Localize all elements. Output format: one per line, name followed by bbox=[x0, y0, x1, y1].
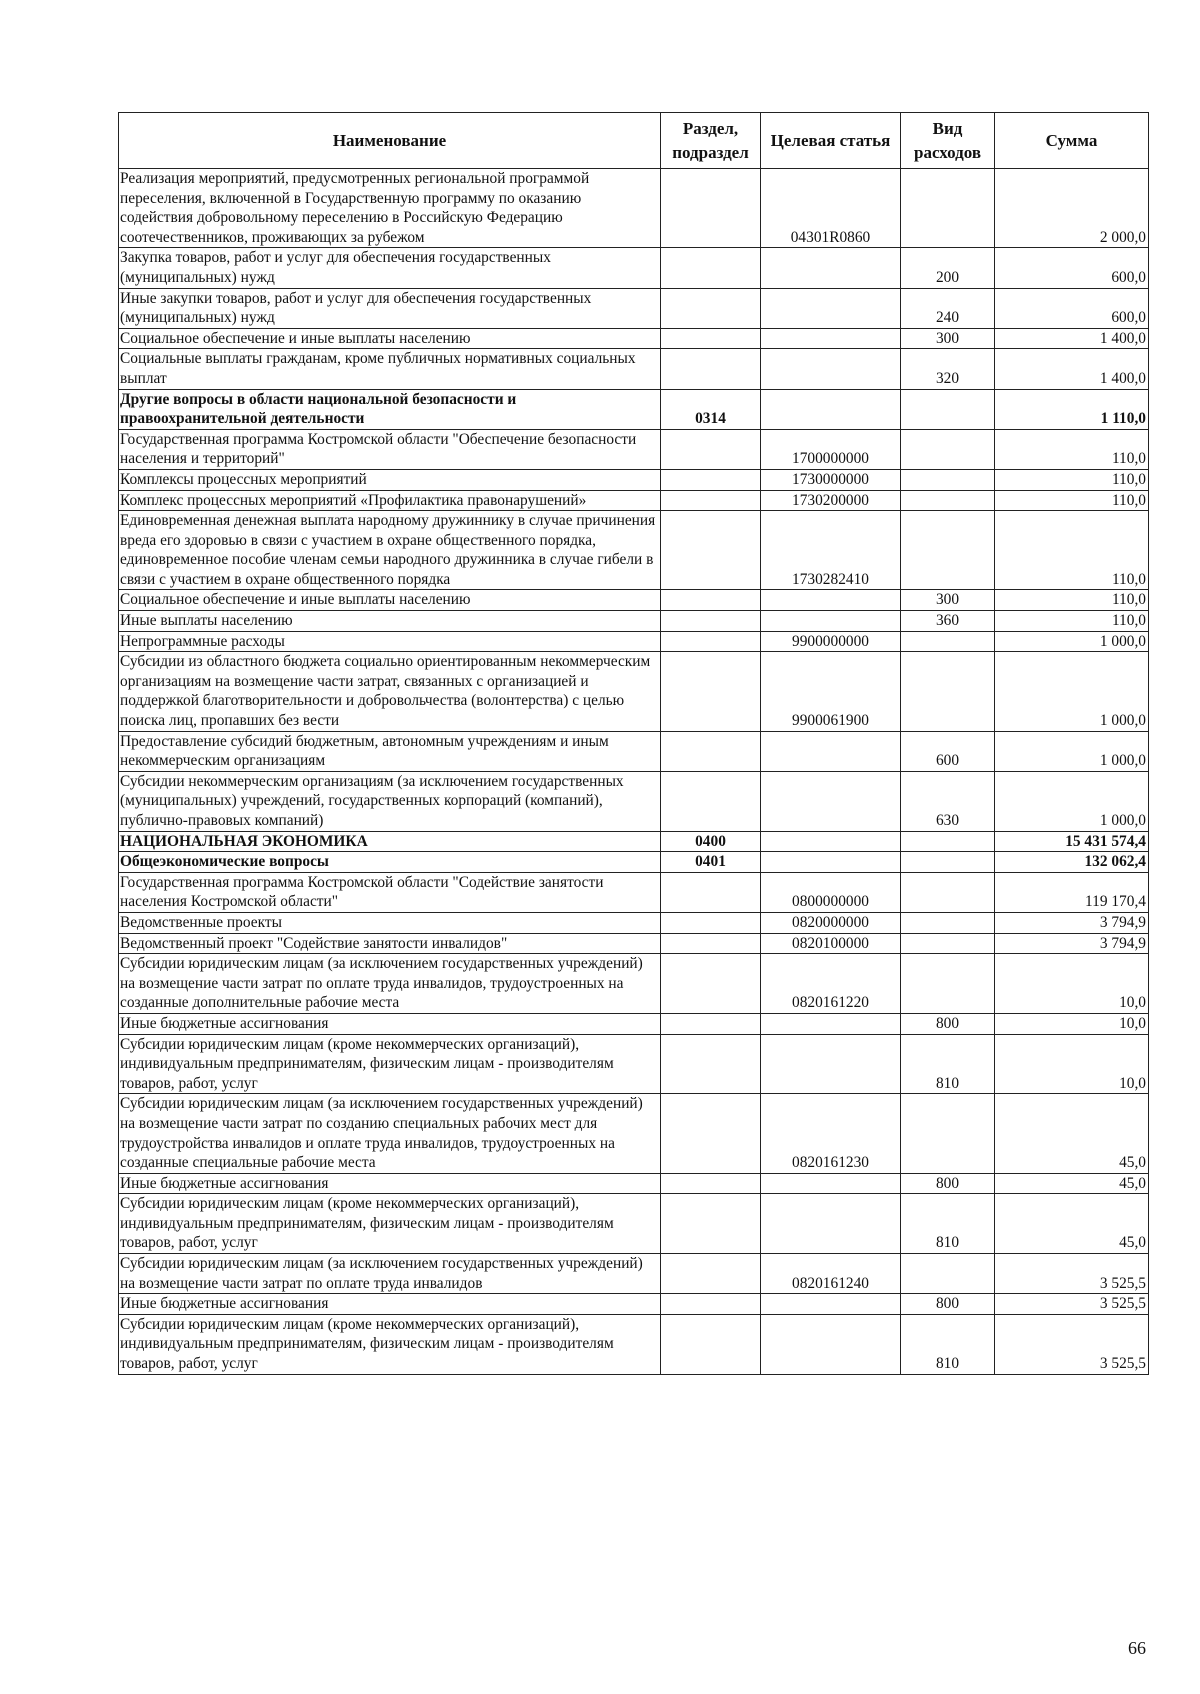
row-name: Ведомственные проекты bbox=[119, 912, 661, 933]
row-name: Субсидии из областного бюджета социально ориентированным некоммерческим организациям на возмещение части затрат, связанных с организацией и поддержкой благотворительности и добровольчества (волонтерства) с целью поиска лиц, пропавших без вести bbox=[119, 652, 661, 731]
row-expense-type: 800 bbox=[901, 1294, 995, 1315]
row-section bbox=[661, 1194, 761, 1254]
row-expense-type: 600 bbox=[901, 731, 995, 771]
budget-table-sheet bbox=[118, 112, 1148, 1375]
row-section bbox=[661, 169, 761, 248]
row-name: Реализация мероприятий, предусмотренных региональной программой переселения, включенной в Государственную программу по оказанию содействия добровольному переселению в Российскую Федерацию соотечественников, проживающих за рубежом bbox=[119, 169, 661, 248]
budget-table bbox=[118, 112, 1149, 1375]
row-sum: 2 000,0 bbox=[995, 169, 1149, 248]
row-section bbox=[661, 349, 761, 389]
row-expense-type: 300 bbox=[901, 590, 995, 611]
row-expense-type: 240 bbox=[901, 288, 995, 328]
row-target bbox=[761, 611, 901, 632]
row-expense-type: 810 bbox=[901, 1194, 995, 1254]
table-row bbox=[119, 1034, 1149, 1094]
row-sum: 1 000,0 bbox=[995, 631, 1149, 652]
row-expense-type bbox=[901, 389, 995, 429]
row-name: Субсидии юридическим лицам (за исключением государственных учреждений) на возмещение части затрат по оплате труда инвалидов bbox=[119, 1254, 661, 1294]
row-sum: 10,0 bbox=[995, 1013, 1149, 1034]
row-sum: 3 525,5 bbox=[995, 1294, 1149, 1315]
row-target bbox=[761, 1013, 901, 1034]
header-sum: Сумма bbox=[995, 113, 1149, 169]
row-section bbox=[661, 631, 761, 652]
row-target bbox=[761, 288, 901, 328]
row-sum: 1 000,0 bbox=[995, 771, 1149, 831]
table-row bbox=[119, 631, 1149, 652]
row-section: 0401 bbox=[661, 852, 761, 873]
row-section bbox=[661, 328, 761, 349]
row-target bbox=[761, 590, 901, 611]
row-expense-type: 810 bbox=[901, 1314, 995, 1374]
row-name: Субсидии юридическим лицам (за исключением государственных учреждений) на возмещение части затрат по оплате труда инвалидов, трудоустроенных на созданные дополнительные рабочие места bbox=[119, 954, 661, 1014]
table-row bbox=[119, 652, 1149, 731]
row-section bbox=[661, 652, 761, 731]
row-expense-type bbox=[901, 852, 995, 873]
row-name: Субсидии юридическим лицам (за исключением государственных учреждений) на возмещение части затрат по созданию специальных рабочих мест для трудоустройства инвалидов и оплате труда инвалидов, трудоустроенных на созданные специальные рабочие места bbox=[119, 1094, 661, 1173]
row-target bbox=[761, 349, 901, 389]
table-row bbox=[119, 490, 1149, 511]
row-section bbox=[661, 511, 761, 590]
row-section bbox=[661, 1314, 761, 1374]
table-row bbox=[119, 831, 1149, 852]
row-target bbox=[761, 1194, 901, 1254]
table-row bbox=[119, 248, 1149, 288]
row-sum: 3 525,5 bbox=[995, 1254, 1149, 1294]
row-sum: 1 400,0 bbox=[995, 328, 1149, 349]
row-target bbox=[761, 248, 901, 288]
row-section bbox=[661, 1294, 761, 1315]
row-section bbox=[661, 469, 761, 490]
table-row bbox=[119, 954, 1149, 1014]
table-row bbox=[119, 912, 1149, 933]
row-expense-type bbox=[901, 490, 995, 511]
row-sum: 110,0 bbox=[995, 429, 1149, 469]
header-expense-type: Вид расходов bbox=[901, 113, 995, 169]
row-expense-type bbox=[901, 469, 995, 490]
row-section bbox=[661, 933, 761, 954]
table-row bbox=[119, 288, 1149, 328]
table-row bbox=[119, 1094, 1149, 1173]
row-sum: 45,0 bbox=[995, 1094, 1149, 1173]
header-section: Раздел, подраздел bbox=[661, 113, 761, 169]
row-target bbox=[761, 389, 901, 429]
row-expense-type bbox=[901, 954, 995, 1014]
table-row bbox=[119, 872, 1149, 912]
row-name: Единовременная денежная выплата народному дружиннику в случае причинения вреда его здоровью в связи с участием в охране общественного порядка, единовременное пособие членам семьи народного дружинника в случае гибели в связи с участием в охране общественного порядка bbox=[119, 511, 661, 590]
row-sum: 600,0 bbox=[995, 248, 1149, 288]
header-name: Наименование bbox=[119, 113, 661, 169]
row-target: 1730282410 bbox=[761, 511, 901, 590]
row-expense-type bbox=[901, 1094, 995, 1173]
row-expense-type bbox=[901, 652, 995, 731]
row-target bbox=[761, 1294, 901, 1315]
table-row bbox=[119, 852, 1149, 873]
row-target: 0820000000 bbox=[761, 912, 901, 933]
row-section bbox=[661, 248, 761, 288]
row-section: 0400 bbox=[661, 831, 761, 852]
row-section: 0314 bbox=[661, 389, 761, 429]
row-target: 1730200000 bbox=[761, 490, 901, 511]
row-sum: 1 000,0 bbox=[995, 652, 1149, 731]
row-section bbox=[661, 1254, 761, 1294]
row-name: Социальное обеспечение и иные выплаты населению bbox=[119, 328, 661, 349]
row-target bbox=[761, 852, 901, 873]
row-expense-type bbox=[901, 631, 995, 652]
row-name: Иные бюджетные ассигнования bbox=[119, 1294, 661, 1315]
table-row bbox=[119, 389, 1149, 429]
row-expense-type bbox=[901, 429, 995, 469]
row-target: 9900061900 bbox=[761, 652, 901, 731]
row-sum: 10,0 bbox=[995, 954, 1149, 1014]
row-sum: 110,0 bbox=[995, 511, 1149, 590]
row-sum: 45,0 bbox=[995, 1194, 1149, 1254]
row-target bbox=[761, 831, 901, 852]
row-section bbox=[661, 1013, 761, 1034]
row-sum: 110,0 bbox=[995, 469, 1149, 490]
table-row bbox=[119, 1294, 1149, 1315]
row-target bbox=[761, 1314, 901, 1374]
row-target: 0820100000 bbox=[761, 933, 901, 954]
row-target: 9900000000 bbox=[761, 631, 901, 652]
row-section bbox=[661, 771, 761, 831]
row-name: Непрограммные расходы bbox=[119, 631, 661, 652]
table-row bbox=[119, 511, 1149, 590]
row-section bbox=[661, 872, 761, 912]
row-name: Субсидии некоммерческим организациям (за исключением государственных (муниципальных) учреждений, государственных корпораций (компаний), публично-правовых компаний) bbox=[119, 771, 661, 831]
table-row bbox=[119, 771, 1149, 831]
row-sum: 1 400,0 bbox=[995, 349, 1149, 389]
row-name: Закупка товаров, работ и услуг для обеспечения государственных (муниципальных) нужд bbox=[119, 248, 661, 288]
row-sum: 45,0 bbox=[995, 1173, 1149, 1194]
table-row bbox=[119, 1013, 1149, 1034]
row-sum: 3 794,9 bbox=[995, 933, 1149, 954]
table-row bbox=[119, 1254, 1149, 1294]
row-section bbox=[661, 1173, 761, 1194]
table-row bbox=[119, 328, 1149, 349]
row-sum: 132 062,4 bbox=[995, 852, 1149, 873]
row-sum: 110,0 bbox=[995, 611, 1149, 632]
row-target: 04301R0860 bbox=[761, 169, 901, 248]
row-expense-type: 630 bbox=[901, 771, 995, 831]
row-name: Комплекс процессных мероприятий «Профилактика правонарушений» bbox=[119, 490, 661, 511]
row-expense-type bbox=[901, 872, 995, 912]
row-name: Предоставление субсидий бюджетным, автономным учреждениям и иным некоммерческим организациям bbox=[119, 731, 661, 771]
row-sum: 119 170,4 bbox=[995, 872, 1149, 912]
row-sum: 1 000,0 bbox=[995, 731, 1149, 771]
table-row bbox=[119, 429, 1149, 469]
row-sum: 1 110,0 bbox=[995, 389, 1149, 429]
row-section bbox=[661, 912, 761, 933]
row-sum: 110,0 bbox=[995, 490, 1149, 511]
row-sum: 110,0 bbox=[995, 590, 1149, 611]
row-name: Иные выплаты населению bbox=[119, 611, 661, 632]
row-name: Субсидии юридическим лицам (кроме некоммерческих организаций), индивидуальным предпринимателям, физическим лицам - производителям товаров, работ, услуг bbox=[119, 1314, 661, 1374]
row-section bbox=[661, 1034, 761, 1094]
row-section bbox=[661, 429, 761, 469]
table-row bbox=[119, 169, 1149, 248]
row-name: Государственная программа Костромской области "Обеспечение безопасности населения и территорий" bbox=[119, 429, 661, 469]
row-name: Ведомственный проект "Содействие занятости инвалидов" bbox=[119, 933, 661, 954]
table-body bbox=[119, 169, 1149, 1375]
row-sum: 10,0 bbox=[995, 1034, 1149, 1094]
row-sum: 600,0 bbox=[995, 288, 1149, 328]
row-expense-type: 800 bbox=[901, 1013, 995, 1034]
row-name: Социальное обеспечение и иные выплаты населению bbox=[119, 590, 661, 611]
row-section bbox=[661, 731, 761, 771]
row-target: 0800000000 bbox=[761, 872, 901, 912]
page-number: 66 bbox=[1128, 1638, 1146, 1658]
table-row bbox=[119, 1194, 1149, 1254]
row-name: Субсидии юридическим лицам (кроме некоммерческих организаций), индивидуальным предпринимателям, физическим лицам - производителям товаров, работ, услуг bbox=[119, 1034, 661, 1094]
row-expense-type bbox=[901, 1254, 995, 1294]
row-section bbox=[661, 490, 761, 511]
row-target bbox=[761, 1173, 901, 1194]
row-target: 1700000000 bbox=[761, 429, 901, 469]
row-target bbox=[761, 731, 901, 771]
row-target bbox=[761, 328, 901, 349]
row-expense-type: 320 bbox=[901, 349, 995, 389]
row-name: Другие вопросы в области национальной безопасности и правоохранительной деятельности bbox=[119, 389, 661, 429]
table-row bbox=[119, 1173, 1149, 1194]
table-row bbox=[119, 590, 1149, 611]
row-section bbox=[661, 288, 761, 328]
row-expense-type bbox=[901, 933, 995, 954]
table-row bbox=[119, 731, 1149, 771]
row-section bbox=[661, 590, 761, 611]
row-expense-type bbox=[901, 831, 995, 852]
table-row bbox=[119, 611, 1149, 632]
row-sum: 15 431 574,4 bbox=[995, 831, 1149, 852]
row-target: 0820161230 bbox=[761, 1094, 901, 1173]
table-row bbox=[119, 1314, 1149, 1374]
row-name: Комплексы процессных мероприятий bbox=[119, 469, 661, 490]
row-target bbox=[761, 771, 901, 831]
table-header-row bbox=[119, 113, 1149, 169]
row-section bbox=[661, 954, 761, 1014]
row-name: Государственная программа Костромской области "Содействие занятости населения Костромской области" bbox=[119, 872, 661, 912]
row-expense-type: 800 bbox=[901, 1173, 995, 1194]
row-expense-type: 810 bbox=[901, 1034, 995, 1094]
table-row bbox=[119, 349, 1149, 389]
row-name: Социальные выплаты гражданам, кроме публичных нормативных социальных выплат bbox=[119, 349, 661, 389]
row-name: Иные бюджетные ассигнования bbox=[119, 1013, 661, 1034]
row-section bbox=[661, 611, 761, 632]
row-target: 1730000000 bbox=[761, 469, 901, 490]
row-expense-type bbox=[901, 511, 995, 590]
row-sum: 3 794,9 bbox=[995, 912, 1149, 933]
row-expense-type: 300 bbox=[901, 328, 995, 349]
row-sum: 3 525,5 bbox=[995, 1314, 1149, 1374]
row-expense-type: 200 bbox=[901, 248, 995, 288]
row-name: Иные закупки товаров, работ и услуг для обеспечения государственных (муниципальных) нужд bbox=[119, 288, 661, 328]
row-name: Субсидии юридическим лицам (кроме некоммерческих организаций), индивидуальным предпринимателям, физическим лицам - производителям товаров, работ, услуг bbox=[119, 1194, 661, 1254]
row-target bbox=[761, 1034, 901, 1094]
row-target: 0820161220 bbox=[761, 954, 901, 1014]
table-row bbox=[119, 933, 1149, 954]
row-name: Общеэкономические вопросы bbox=[119, 852, 661, 873]
table-row bbox=[119, 469, 1149, 490]
row-section bbox=[661, 1094, 761, 1173]
row-target: 0820161240 bbox=[761, 1254, 901, 1294]
row-name: Иные бюджетные ассигнования bbox=[119, 1173, 661, 1194]
row-expense-type bbox=[901, 912, 995, 933]
row-expense-type: 360 bbox=[901, 611, 995, 632]
row-name: НАЦИОНАЛЬНАЯ ЭКОНОМИКА bbox=[119, 831, 661, 852]
header-target: Целевая статья bbox=[761, 113, 901, 169]
row-expense-type bbox=[901, 169, 995, 248]
